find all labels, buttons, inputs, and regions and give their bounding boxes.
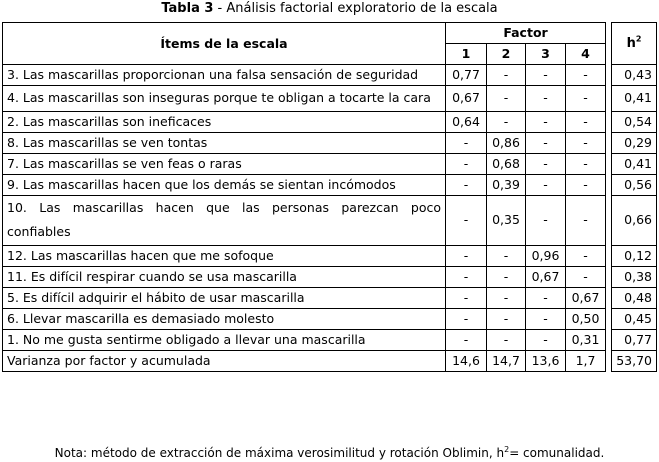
table-row	[3, 86, 657, 112]
table-row	[3, 111, 657, 132]
factor-2-cell: -	[487, 308, 526, 329]
item-cell: 3. Las mascarillas proporcionan una falsa sensación de seguridad	[3, 65, 446, 86]
item-cell: 2. Las mascarillas son ineficaces	[3, 111, 446, 132]
factor-1-cell: 0,77	[446, 65, 487, 86]
communality-cell: 0,41	[612, 153, 657, 174]
factor-4-cell: 0,31	[566, 329, 606, 350]
factor-4-cell: -	[566, 153, 606, 174]
factor-3-cell: -	[526, 86, 566, 112]
item-cell: 10. Las mascarillas hacen que las personas parezcan poco confiables	[3, 195, 446, 245]
factor-1-cell: -	[446, 308, 487, 329]
table-caption	[0, 0, 659, 20]
factor-1-cell: -	[446, 153, 487, 174]
factor-3-cell: 0,96	[526, 245, 566, 266]
communality-cell: 0,77	[612, 329, 657, 350]
factor-2-cell: -	[487, 65, 526, 86]
factor-1-cell: -	[446, 245, 487, 266]
factor-4-cell: -	[566, 86, 606, 112]
factor-1-cell: -	[446, 329, 487, 350]
communality-cell: 53,70	[612, 350, 657, 371]
factor-2-cell: 0,35	[487, 195, 526, 245]
factor-2-cell: -	[487, 329, 526, 350]
table-row	[3, 287, 657, 308]
factor-4-cell: -	[566, 65, 606, 86]
factor-3-cell: 13,6	[526, 350, 566, 371]
factor-3-cell: 0,67	[526, 266, 566, 287]
factor-2-cell: 14,7	[487, 350, 526, 371]
factor-2-cell: -	[487, 245, 526, 266]
factor-3-cell: -	[526, 111, 566, 132]
table-row	[3, 308, 657, 329]
factor-2-cell: 0,68	[487, 153, 526, 174]
communality-cell: 0,48	[612, 287, 657, 308]
table-row	[3, 329, 657, 350]
factor-1-cell: -	[446, 287, 487, 308]
factor-4-cell: -	[566, 195, 606, 245]
table-body	[3, 65, 657, 372]
communality-cell: 0,45	[612, 308, 657, 329]
factor-4-cell: -	[566, 132, 606, 153]
table-row	[3, 174, 657, 195]
header-row	[3, 23, 657, 44]
table-row	[3, 245, 657, 266]
communality-cell: 0,38	[612, 266, 657, 287]
factor-3-cell: -	[526, 287, 566, 308]
item-cell: 4. Las mascarillas son inseguras porque te obligan a tocarte la cara	[3, 86, 446, 112]
factor-2-cell: -	[487, 86, 526, 112]
factor-1-cell: 0,67	[446, 86, 487, 112]
communality-cell: 0,66	[612, 195, 657, 245]
factor-3-cell: -	[526, 329, 566, 350]
factor-2-cell: -	[487, 111, 526, 132]
item-cell: 1. No me gusta sentirme obligado a llevar una mascarilla	[3, 329, 446, 350]
factor-4-cell: -	[566, 111, 606, 132]
factor-4-cell: 1,7	[566, 350, 606, 371]
factor-4-cell: -	[566, 266, 606, 287]
factor-1-cell: -	[446, 266, 487, 287]
table-row	[3, 350, 657, 371]
item-cell: 8. Las mascarillas se ven tontas	[3, 132, 446, 153]
factor-1-cell: -	[446, 174, 487, 195]
factor-1-cell: 0,64	[446, 111, 487, 132]
table-row	[3, 65, 657, 86]
factor-header: Factor	[446, 23, 606, 44]
factor-2-header: 2	[487, 44, 526, 65]
table-label: Tabla 3	[161, 1, 214, 16]
item-cell: 7. Las mascarillas se ven feas o raras	[3, 153, 446, 174]
factor-4-cell: 0,50	[566, 308, 606, 329]
item-cell: 5. Es difícil adquirir el hábito de usar mascarilla	[3, 287, 446, 308]
factor-1-header: 1	[446, 44, 487, 65]
communality-cell: 0,12	[612, 245, 657, 266]
items-header: Ítems de la escala	[3, 23, 446, 65]
table-row	[3, 266, 657, 287]
h2-header: $h^2$	[612, 23, 657, 65]
factor-3-cell: -	[526, 174, 566, 195]
factor-3-cell: -	[526, 308, 566, 329]
table-row	[3, 132, 657, 153]
factor-3-cell: -	[526, 132, 566, 153]
factor-3-cell: -	[526, 195, 566, 245]
item-cell: Varianza por factor y acumulada	[3, 350, 446, 371]
factor-analysis-table	[2, 22, 657, 372]
table-row	[3, 195, 657, 245]
factor-4-header: 4	[566, 44, 606, 65]
factor-4-cell: -	[566, 245, 606, 266]
communality-cell: 0,56	[612, 174, 657, 195]
item-cell: 12. Las mascarillas hacen que me sofoque	[3, 245, 446, 266]
factor-2-cell: -	[487, 266, 526, 287]
communality-cell: 0,29	[612, 132, 657, 153]
factor-2-cell: -	[487, 287, 526, 308]
factor-4-cell: -	[566, 174, 606, 195]
factor-1-cell: 14,6	[446, 350, 487, 371]
table-row	[3, 153, 657, 174]
communality-cell: 0,41	[612, 86, 657, 112]
factor-1-cell: -	[446, 195, 487, 245]
item-cell: 6. Llevar mascarilla es demasiado molesto	[3, 308, 446, 329]
factor-2-cell: 0,39	[487, 174, 526, 195]
table-title: - Análisis factorial exploratorio de la escala	[213, 1, 498, 16]
factor-2-cell: 0,86	[487, 132, 526, 153]
factor-3-cell: -	[526, 65, 566, 86]
item-cell: 9. Las mascarillas hacen que los demás se sientan incómodos	[3, 174, 446, 195]
factor-3-cell: -	[526, 153, 566, 174]
factor-3-header: 3	[526, 44, 566, 65]
communality-cell: 0,43	[612, 65, 657, 86]
factor-1-cell: -	[446, 132, 487, 153]
table-note: Nota: método de extracción de máxima verosimilitud y rotación Oblimin, $h^2=$ comunalidad.	[54, 445, 605, 460]
item-cell: 11. Es difícil respirar cuando se usa mascarilla	[3, 266, 446, 287]
factor-4-cell: 0,67	[566, 287, 606, 308]
communality-cell: 0,54	[612, 111, 657, 132]
